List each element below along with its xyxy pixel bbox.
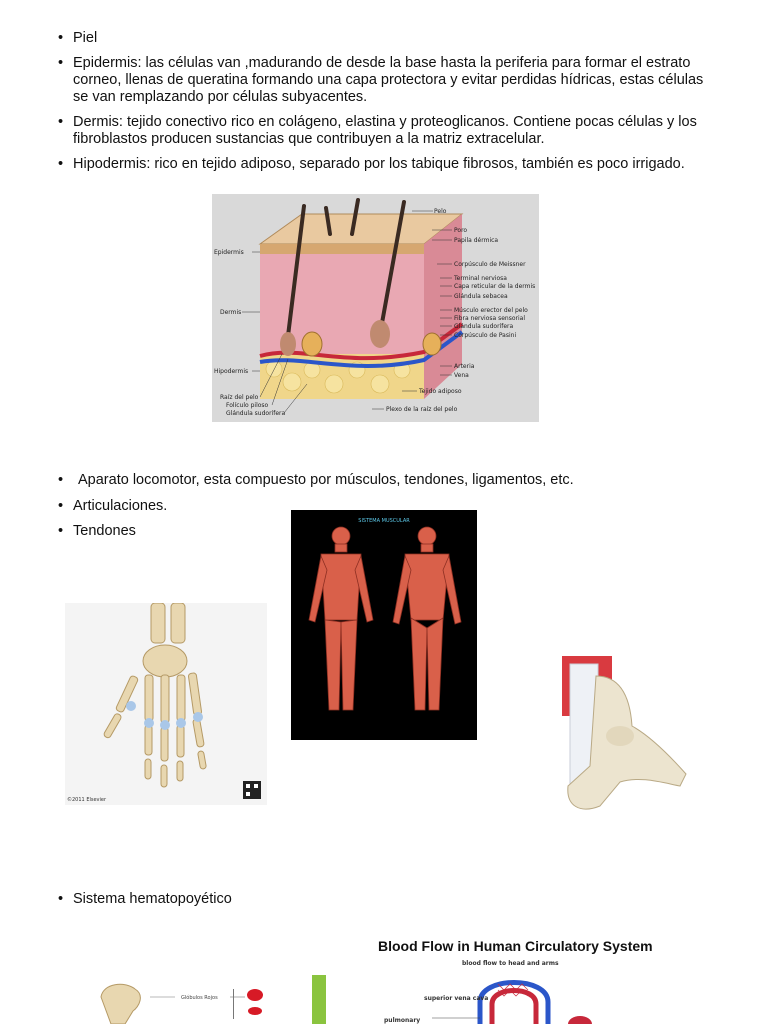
bullet-hipodermis: • Hipodermis: rico en tejido adiposo, separado por los tabique fibrosos, también es poco irrigado. [58,156,718,173]
skin-diagram [212,194,539,422]
hematopoiesis-svg [95,975,335,1024]
label-glandula-left: Glándula sudorífera [226,410,286,417]
bullet-aparato-locomotor: • Aparato locomotor, esta compuesto por músculos, tendones, ligamentos, etc. [58,472,678,489]
label-superior-vena-cava: superior vena cava [424,995,489,1002]
label-arteria: Arteria [454,363,475,370]
circulatory-system-figure [372,932,672,1024]
label-fibra: Fibra nerviosa sensorial [454,315,525,322]
qr-code-icon [243,781,261,799]
label-vena: Vena [454,372,469,379]
label-sudorifera: Glándula sudorífera [454,323,514,330]
label-meissner: Corpúsculo de Meissner [454,261,526,268]
label-hipodermis: Hipodermis [214,368,249,375]
front-body [309,527,373,710]
circulatory-subtitle: blood flow to head and arms [462,960,559,967]
label-epidermis: Epidermis [214,249,244,256]
bullet-tendones: • Tendones [58,523,678,540]
muscle-figure-title: SISTEMA MUSCULAR [358,518,410,524]
label-pulmonary: pulmonary [384,1017,421,1024]
label-tejido: Tejido adiposo [419,388,462,395]
bullet-piel: • Piel [58,30,718,47]
bullet-dermis: • Dermis: tejido conectivo rico en colágeno, elastina y proteoglicanos. Contiene pocas células y los fibroblastos producen sustancias que contribuyen a la matriz extracelular. [58,114,718,148]
ankle-tendon-svg [560,656,690,814]
skin-diagram-svg [212,194,539,422]
bullet-articulaciones: • Articulaciones. [58,498,678,515]
circulatory-title: Blood Flow in Human Circulatory System [378,938,653,954]
hematopoietic-bullet-list [58,891,458,916]
ankle-tendon-figure [560,656,690,814]
label-globulos-rojos: Glóbulos Rojos [181,995,218,1001]
muscular-system-figure [291,510,477,740]
bullet-hematopoyetico: • Sistema hematopoyético [58,891,458,908]
label-papila: Papila dérmica [454,237,499,244]
label-capa-reticular: Capa reticular de la dermis [454,283,536,290]
label-sebacea: Glándula sebacea [454,293,508,300]
hand-copyright: ©2011 Elsevier [67,797,107,803]
label-plexo: Plexo de la raíz del pelo [386,406,458,413]
label-poro: Poro [454,227,468,234]
label-erector: Músculo erector del pelo [454,307,528,314]
label-pelo: Pelo [434,208,447,215]
bullet-epidermis: • Epidermis: las células van ,madurando de desde la base hasta la periferia para formar el estrato corneo, llenas de queratina formando una capa protectora y evitar perdidas hídricas, estas células se van remplazando por células subyacentes. [58,55,718,106]
back-body [393,527,461,710]
label-raiz-pelo: Raíz del pelo [220,394,259,401]
label-dermis: Dermis [220,309,242,316]
hematopoiesis-figure [95,975,335,1024]
hand-skeleton-figure [65,603,267,805]
label-terminal: Terminal nerviosa [454,275,507,282]
hand-skeleton-svg [65,603,267,805]
label-pasini: Corpúsculo de Pasini [454,332,517,339]
skin-bullet-list [58,30,718,181]
muscular-system-svg [291,510,477,740]
label-foliculo: Folículo piloso [226,402,269,409]
circulatory-system-svg [372,932,672,1024]
